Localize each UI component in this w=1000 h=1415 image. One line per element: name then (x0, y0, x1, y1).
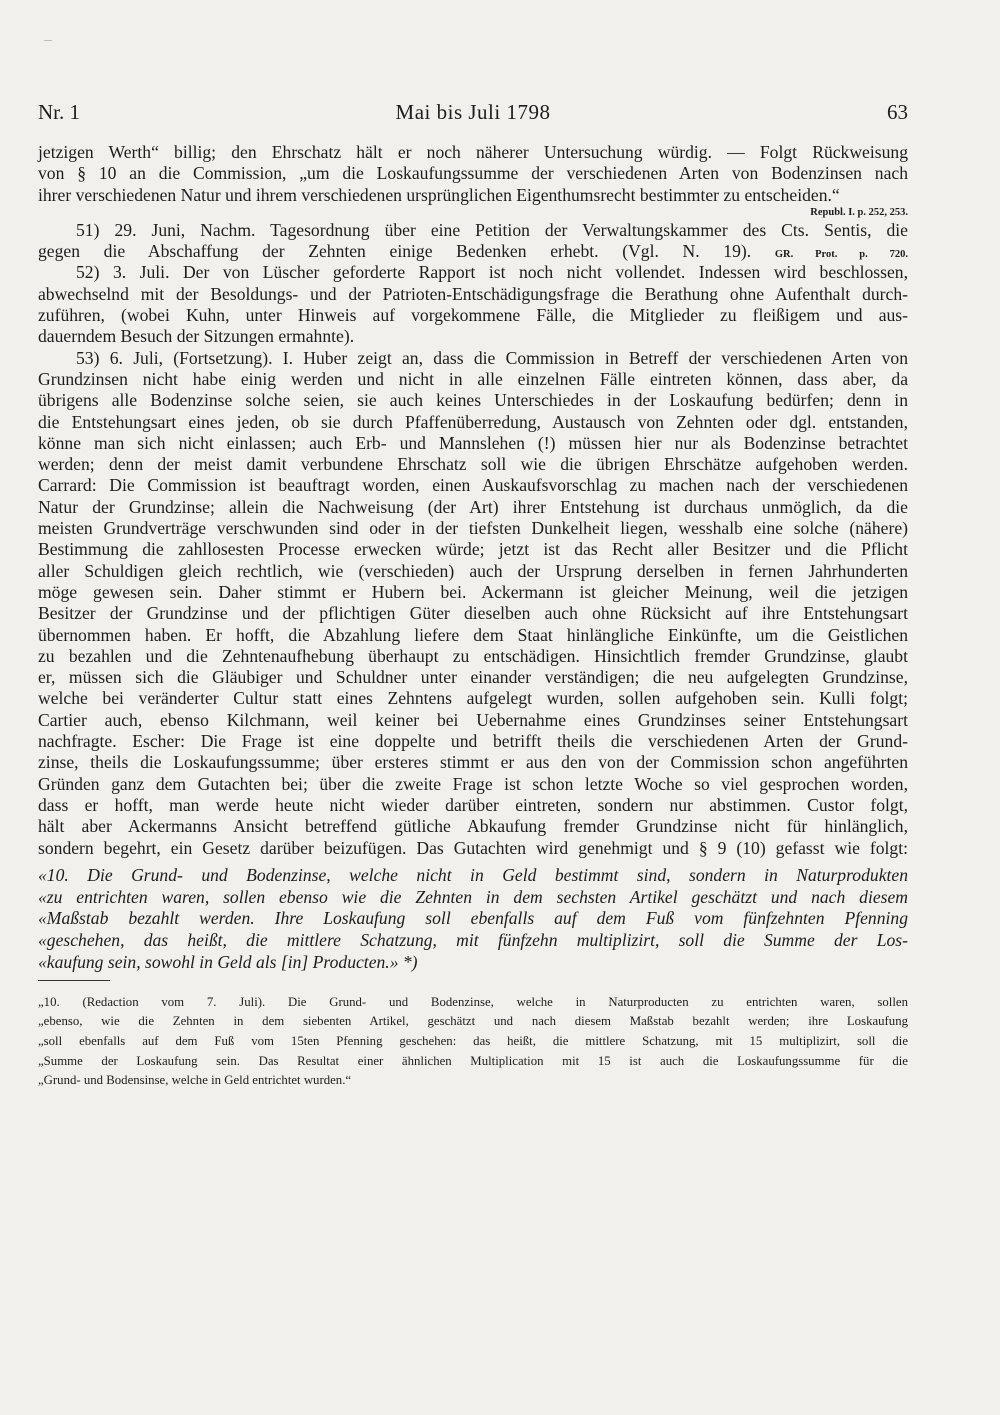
source-reference: GR. Prot. p. 720. (774, 249, 908, 261)
text-line: übernommen haben. Er hofft, die Abzahlung liefere dem Staat hinlängliche Einkünfte, um die Geistlichen (38, 624, 908, 645)
scan-mark (44, 40, 52, 41)
line-text: gegen die Abschaffung der Zehnten einige Bedenken erhebt. (Vgl. N. 19). (38, 241, 752, 262)
quote-line: «10. Die Grund- und Bodenzinse, welche nicht in Geld bestimmt sind, sondern in Naturprodukten (38, 864, 908, 885)
quote-line: «zu entrichten waren, sollen ebenso wie die Zehnten in dem sechsten Artikel geschätzt und nach diesem (38, 886, 908, 907)
document-number: Nr. 1 (38, 100, 80, 124)
text-line: jetzigen Werth“ billig; den Ehrschatz hält er noch näherer Untersuchung würdig. — Folgt Rückweisung (38, 142, 908, 162)
quote-line: «geschehen, das heißt, die mittlere Schatzung, mit fünfzehn multiplizirt, soll die Summe der Los- (38, 930, 908, 951)
text-line: Cartier auch, ebenso Kilchmann, weil keiner bei Uebernahme eines Grundzinses seiner Entstehungsart (38, 709, 908, 730)
quote-line: «kaufung sein, sowohl in Geld als [in] Producten.» *) (38, 951, 418, 972)
quote-line: «Maßstab bezahlt werden. Ihre Loskaufung soll ebenfalls auf dem Fuß vom fünfzehnten Pfenning (38, 908, 908, 929)
law-quote (38, 865, 908, 974)
text-line: zinse, theils die Loskaufungssumme; über ersteres stimmt er aus den von der Commission schon angeführten (38, 752, 908, 773)
text-line: ihrer verschiedenen Natur und ihrem verschiedenen ursprünglichen Eigenthumsrecht bestimmter zu entscheiden.“ (38, 184, 840, 205)
footnote (38, 993, 908, 1091)
text-line: hält aber Ackermanns Ansicht betreffend gütliche Abkaufung fremder Grundzinse nicht für hinlänglich, (38, 816, 908, 837)
text-line: möge gewesen sein. Daher stimmt er Hubern bei. Ackermann ist gleicher Meinung, weil die jetzigen (38, 581, 908, 602)
text-line: abwechselnd mit der Besoldungs- und der Patrioten-Entschädigungsfrage die Berathung ohne Aufenthalt durch- (38, 283, 908, 304)
page-number: 63 (887, 100, 908, 124)
footnote-line: „soll ebenfalls auf dem Fuß vom 15ten Pfenning geschehen: das heißt, die mittlere Schatzung, mit 15 multiplizirt, soll die (38, 1033, 908, 1048)
footnote-line: „Grund- und Bodensinse, welche in Geld entrichtet wurden.“ (38, 1073, 352, 1088)
body-lines (38, 142, 908, 859)
text-line: dauerndem Besuch der Sitzungen ermahnte). (38, 326, 355, 347)
text-line: 52) 3. Juli. Der von Lüscher geforderte Rapport ist noch nicht vollendet. Indessen wird beschlossen, (76, 262, 908, 283)
text-line: werden; denn der meist damit verbundene Ehrschatz soll wie die übrigen Ehrschätze aufgehoben werden. (38, 454, 908, 475)
text-line (38, 241, 908, 262)
text-line: meisten Grundverträge verschwunden sind oder in der tiefsten Dunkelheit liegen, wesshalb eine solche (nähere) (38, 518, 908, 539)
text-line: zuführen, (wobei Kuhn, unter Hinweis auf vorgekommene Fälle, die Mitglieder zu fleißigem und aus- (38, 305, 908, 326)
text-line: aller Schuldigen gleich rechtlich, wie (verschieden) auch der Ursprung derselben in fernen Jahrhunderten (38, 560, 908, 581)
text-line: sondern begehrt, ein Gesetz darüber beizufügen. Das Gutachten wird genehmigt und § 9 (10) gefasst wie folgt: (38, 837, 908, 858)
text-line: Gründen ganz dem Gutachten bei; über die zweite Frage ist schon letzte Woche so viel gesprochen worden, (38, 773, 908, 794)
text-line: zu bezahlen und die Zehntenaufhebung überhaupt zu entschädigen. Hinsichtlich fremder Grundzinse, glaubt (38, 645, 908, 666)
period-title: Mai bis Juli 1798 (395, 100, 551, 124)
text-line: er, müssen sich die Gläubiger und Schuldner unter einander verständigen; die neu aufgelegten Grundzinse, (38, 667, 908, 688)
text-line: Grundzinsen nicht habe einig werden und nicht in alle einzelnen Fälle eintreten können, dass aber, da (38, 368, 908, 389)
text-line: welche bei veränderter Cultur statt eines Zehntens aufgelegt wurden, sollen aufgehoben sein. Kulli folgt; (38, 688, 908, 709)
text-line: Carrard: Die Commission ist beauftragt worden, einen Auskaufsvorschlag zu machen nach der verschiedenen (38, 475, 908, 496)
running-header (38, 100, 908, 128)
text-line: dass er hofft, man werde heute nicht wieder darüber eintreten, sondern nur abstimmen. Custor folgt, (38, 794, 908, 815)
footnote-rule (38, 980, 110, 981)
text-line: übrigens alle Bodenzinse solche seien, sie auch keines Unterschiedes in der Loskaufung bedürfen; denn in (38, 390, 908, 411)
text-line: Bestimmung die zahllosesten Processe erwecken würde; jetzt ist das Recht aller Besitzer und die Pflicht (38, 539, 908, 560)
text-line: die Entstehungsart eines jeden, ob sie durch Pfaffenüberredung, Austausch von Zehnten oder dgl. entstanden, (38, 411, 908, 432)
footnote-line: „ebenso, wie die Zehnten in dem siebenten Artikel, geschätzt und nach diesem Maßstab bezahlt werden; ihre Loskaufung (38, 1014, 908, 1029)
source-reference: Republ. I. p. 252, 253. (810, 206, 908, 218)
text-line: von § 10 an die Commission, „um die Loskaufungssumme der verschiedenen Arten von Bodenzinsen nach (38, 163, 908, 184)
text-line: 53) 6. Juli, (Fortsetzung). I. Huber zeigt an, dass die Commission in Betreff der verschiedenen Arten von (76, 347, 908, 368)
text-line: Natur der Grundzinse; allein die Nachweisung (der Art) ihrer Entstehung ist durchaus unmöglich, da die (38, 496, 908, 517)
main-text (38, 142, 908, 1091)
footnote-line: „10. (Redaction vom 7. Juli). Die Grund- und Bodenzinse, welche in Naturproducten zu entrichten waren, sollen (38, 994, 908, 1009)
text-line: 51) 29. Juni, Nachm. Tagesordnung über eine Petition der Verwaltungskammer des Cts. Sentis, die (76, 219, 908, 240)
text-line: Besitzer der Grundzinse und der pflichtigen Güter dieselben auch ohne Rücksicht auf ihre Entstehungsart (38, 603, 908, 624)
text-line: nachfragte. Escher: Die Frage ist eine doppelte und betrifft theils die verschiedenen Arten der Grund- (38, 731, 908, 752)
text-line: könne man sich nicht einlassen; auch Erb- und Mannslehen (!) müssen hier nur als Bodenzinse betrachtet (38, 432, 908, 453)
footnote-line: „Summe der Loskaufung sein. Das Resultat einer ähnlichen Multiplication mit 15 ist auch die Loskaufungssumme für die (38, 1053, 908, 1068)
